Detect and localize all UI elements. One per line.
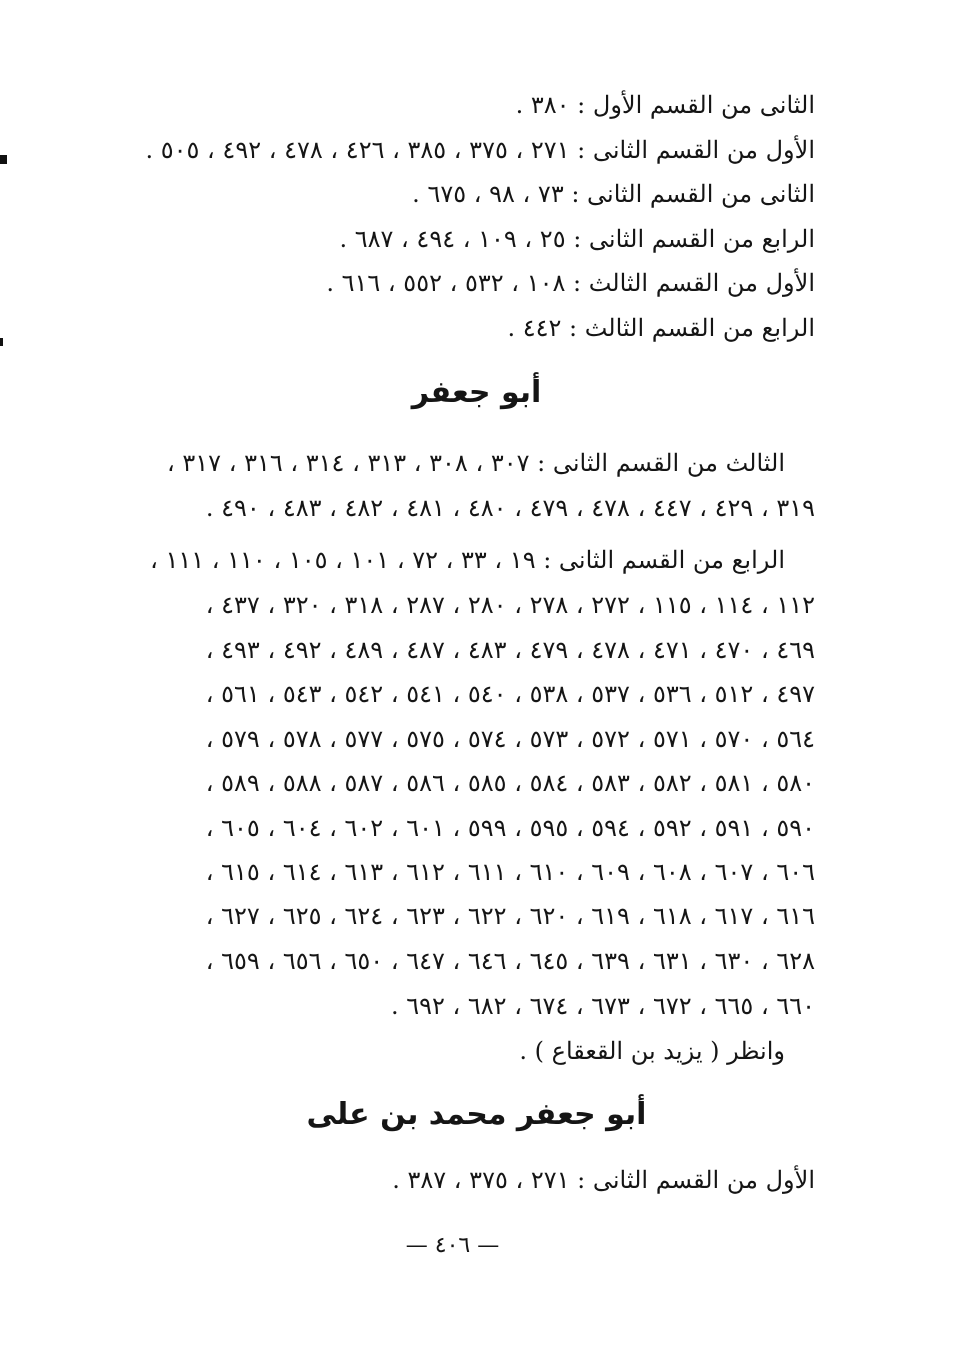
index-line: ٥٩٠ ، ٥٩١ ، ٥٩٢ ، ٥٩٤ ، ٥٩٥ ، ٥٩٩ ، ٦٠١ ، ٦٠٢ ، ٦٠٤ ، ٦٠٥ ، bbox=[205, 814, 815, 842]
index-line: ٤٦٩ ، ٤٧٠ ، ٤٧١ ، ٤٧٨ ، ٤٧٩ ، ٤٨٣ ، ٤٨٧ ، ٤٨٩ ، ٤٩٢ ، ٤٩٣ ، bbox=[205, 636, 815, 664]
index-line: الثانى من القسم الأول : ٣٨٠ . bbox=[515, 91, 815, 119]
index-line: ٦٦٠ ، ٦٦٥ ، ٦٧٢ ، ٦٧٣ ، ٦٧٤ ، ٦٨٢ ، ٦٩٢ . bbox=[390, 992, 815, 1020]
index-line: الرابع من القسم الثانى : ٢٥ ، ١٠٩ ، ٤٩٤ ، ٦٨٧ . bbox=[339, 225, 815, 253]
index-line: ٦٠٦ ، ٦٠٧ ، ٦٠٨ ، ٦٠٩ ، ٦١٠ ، ٦١١ ، ٦١٢ ، ٦١٣ ، ٦١٤ ، ٦١٥ ، bbox=[205, 858, 815, 886]
scan-edge-mark bbox=[0, 338, 3, 346]
cross-reference-line: وانظر ( يزيد بن القعقاع ) . bbox=[519, 1037, 785, 1065]
entry-heading: أبو جعفر محمد بن على bbox=[306, 1097, 647, 1132]
index-line: ٦٢٨ ، ٦٣٠ ، ٦٣١ ، ٦٣٩ ، ٦٤٥ ، ٦٤٦ ، ٦٤٧ ، ٦٥٠ ، ٦٥٦ ، ٦٥٩ ، bbox=[205, 947, 815, 975]
index-line: الأول من القسم الثالث : ١٠٨ ، ٥٣٢ ، ٥٥٢ ، ٦١٦ . bbox=[326, 269, 815, 297]
index-line: ٦١٦ ، ٦١٧ ، ٦١٨ ، ٦١٩ ، ٦٢٠ ، ٦٢٢ ، ٦٢٣ ، ٦٢٤ ، ٦٢٥ ، ٦٢٧ ، bbox=[205, 902, 815, 930]
page-number: — ٤٠٦ — bbox=[405, 1233, 500, 1258]
index-line: الرابع من القسم الثانى : ١٩ ، ٣٣ ، ٧٢ ، ١٠١ ، ١٠٥ ، ١١٠ ، ١١١ ، bbox=[150, 546, 785, 574]
index-line: الرابع من القسم الثالث : ٤٤٢ . bbox=[507, 314, 815, 342]
index-line: الثانى من القسم الثانى : ٧٣ ، ٩٨ ، ٦٧٥ . bbox=[412, 180, 815, 208]
index-line: الثالث من القسم الثانى : ٣٠٧ ، ٣٠٨ ، ٣١٣ ، ٣١٤ ، ٣١٦ ، ٣١٧ ، bbox=[167, 449, 785, 477]
index-line: ٤٩٧ ، ٥١٢ ، ٥٣٦ ، ٥٣٧ ، ٥٣٨ ، ٥٤٠ ، ٥٤١ ، ٥٤٢ ، ٥٤٣ ، ٥٦١ ، bbox=[205, 680, 815, 708]
index-line: ١١٢ ، ١١٤ ، ١١٥ ، ٢٧٢ ، ٢٧٨ ، ٢٨٠ ، ٢٨٧ ، ٣١٨ ، ٣٢٠ ، ٤٣٧ ، bbox=[205, 591, 815, 619]
index-line: ٥٨٠ ، ٥٨١ ، ٥٨٢ ، ٥٨٣ ، ٥٨٤ ، ٥٨٥ ، ٥٨٦ ، ٥٨٧ ، ٥٨٨ ، ٥٨٩ ، bbox=[205, 769, 815, 797]
index-line: الأول من القسم الثانى : ٢٧١ ، ٣٧٥ ، ٣٨٥ ، ٤٢٦ ، ٤٧٨ ، ٤٩٢ ، ٥٠٥ . bbox=[145, 136, 815, 164]
index-line: الأول من القسم الثانى : ٢٧١ ، ٣٧٥ ، ٣٨٧ . bbox=[392, 1166, 815, 1194]
index-line: ٥٦٤ ، ٥٧٠ ، ٥٧١ ، ٥٧٢ ، ٥٧٣ ، ٥٧٤ ، ٥٧٥ ، ٥٧٧ ، ٥٧٨ ، ٥٧٩ ، bbox=[205, 725, 815, 753]
scan-edge-mark bbox=[0, 155, 7, 164]
entry-heading: أبو جعفر bbox=[411, 375, 542, 410]
index-line: ٣١٩ ، ٤٢٩ ، ٤٤٧ ، ٤٧٨ ، ٤٧٩ ، ٤٨٠ ، ٤٨١ ، ٤٨٢ ، ٤٨٣ ، ٤٩٠ . bbox=[205, 494, 815, 522]
